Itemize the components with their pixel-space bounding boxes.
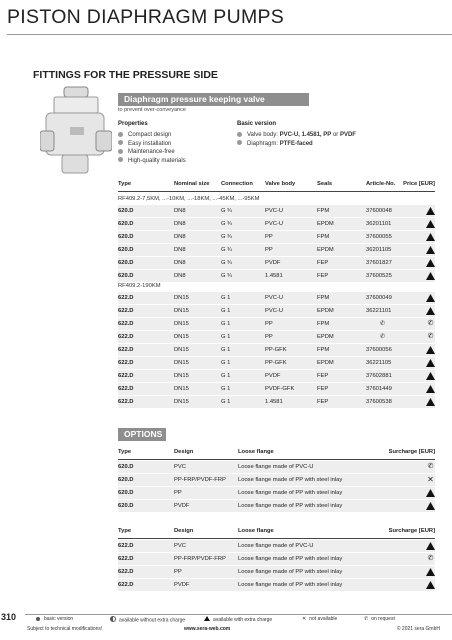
- cell-seal: FEP: [317, 260, 329, 266]
- cell-body: PVDF: [265, 260, 281, 266]
- cell-article: 37600055: [366, 234, 392, 240]
- cell-type: 620.D: [118, 234, 134, 240]
- valve-banner: Diaphragm pressure keeping valve: [118, 93, 309, 106]
- cell-seal: FEP: [317, 373, 329, 379]
- triangle-icon: [426, 294, 435, 302]
- cell-type: 620.D: [118, 477, 134, 483]
- cell-type: 620.D: [118, 208, 134, 214]
- cell-type: 622.D: [118, 347, 134, 353]
- triangle-icon: [426, 207, 435, 215]
- cell-body: PP: [265, 321, 273, 327]
- table-row: [118, 257, 435, 270]
- col-type: Type: [118, 528, 132, 534]
- cell-article: 37602881: [366, 373, 392, 379]
- cell-body: 1.4581: [265, 399, 283, 405]
- table-row: [118, 292, 435, 305]
- cell-connection: G 1: [221, 347, 231, 353]
- cell-seal: FEP: [317, 399, 329, 405]
- cell-flange: Loose flange made of PP with steel inlay: [238, 503, 343, 509]
- cell-seal: FPM: [317, 208, 330, 214]
- cell-type: 622.D: [118, 295, 134, 301]
- cell-size: DN15: [174, 386, 189, 392]
- options-row: [118, 474, 435, 487]
- cell-size: DN8: [174, 260, 186, 266]
- cell-flange: Loose flange made of PP with steel inlay: [238, 582, 343, 588]
- triangle-icon: [426, 372, 435, 380]
- cell-connection: G 1: [221, 386, 231, 392]
- col-surcharge: Surcharge [EUR]: [388, 449, 435, 455]
- options-row: [118, 553, 435, 566]
- cell-body: PVC-U: [265, 295, 284, 301]
- cell-design: PP: [174, 569, 182, 575]
- options-row: [118, 579, 435, 592]
- cell-design: PVDF: [174, 503, 190, 509]
- cell-size: DN8: [174, 273, 186, 279]
- table-row: [118, 383, 435, 396]
- group-label: RF409.2-7,5KM, ...-10KM, ...-18KM, ...-45KM, ...-95KM: [118, 193, 435, 206]
- col-size: Nominal size: [174, 181, 210, 187]
- table-row: [118, 305, 435, 318]
- request-icon: ✆: [380, 321, 385, 327]
- cell-type: 622.D: [118, 321, 134, 327]
- cell-body: PVC-U: [265, 308, 284, 314]
- cell-body: PVC-U: [265, 208, 284, 214]
- cell-article: 36221105: [366, 360, 392, 366]
- col-type: Type: [118, 449, 132, 455]
- options-header-1: [118, 449, 435, 460]
- cell-connection: G ¾: [221, 260, 232, 266]
- cell-seal: FEP: [317, 273, 329, 279]
- bullet-icon: [118, 149, 123, 154]
- cell-flange: Loose flange made of PVC-U: [238, 464, 314, 470]
- triangle-icon: [426, 568, 435, 576]
- triangle-icon: [426, 307, 435, 315]
- cell-type: 620.D: [118, 221, 134, 227]
- basic-version-icon: [36, 617, 40, 621]
- cell-size: DN15: [174, 334, 189, 340]
- table-header: [118, 181, 435, 192]
- cell-flange: Loose flange made of PP with steel inlay: [238, 569, 343, 575]
- triangle-icon: [426, 359, 435, 367]
- cell-body: PVC-U: [265, 221, 284, 227]
- cell-flange: Loose flange made of PP with steel inlay: [238, 490, 343, 496]
- disclaimer: Subject to technical modifications!: [27, 626, 103, 632]
- property-item: Maintenance-free: [118, 148, 186, 157]
- cell-size: DN15: [174, 373, 189, 379]
- cross-icon: ✕: [427, 475, 434, 484]
- triangle-icon: [426, 398, 435, 406]
- cell-connection: G 1: [221, 295, 231, 301]
- col-surcharge: Surcharge [EUR]: [388, 528, 435, 534]
- cell-article: 36201105: [366, 247, 392, 253]
- cell-seal: FPM: [317, 321, 330, 327]
- cell-type: 622.D: [118, 569, 134, 575]
- cell-seal: EPDM: [317, 221, 334, 227]
- table-row: [118, 370, 435, 383]
- cell-body: PP-GFK: [265, 360, 287, 366]
- cell-connection: G ¾: [221, 234, 232, 240]
- cell-size: DN15: [174, 399, 189, 405]
- basic-version-heading: Basic version: [237, 121, 277, 127]
- cell-design: PVDF: [174, 582, 190, 588]
- cell-type: 620.D: [118, 247, 134, 253]
- cross-icon: ✕: [302, 616, 307, 622]
- cell-type: 622.D: [118, 334, 134, 340]
- cell-size: DN8: [174, 234, 186, 240]
- table-row: [118, 218, 435, 231]
- col-article: Article-No.: [366, 181, 396, 187]
- triangle-icon: [426, 233, 435, 241]
- cell-body: PVDF-GFK: [265, 386, 295, 392]
- cell-size: DN15: [174, 308, 189, 314]
- options-header-2: [118, 528, 435, 539]
- basic-item: Valve body: PVC-U, 1.4581, PP or PVDF: [237, 131, 356, 140]
- bullet-icon: [118, 140, 123, 145]
- triangle-icon: [426, 272, 435, 280]
- table-row: [118, 396, 435, 409]
- cell-type: 622.D: [118, 373, 134, 379]
- triangle-icon: [426, 246, 435, 254]
- cell-size: DN8: [174, 247, 186, 253]
- options-row: [118, 500, 435, 513]
- table-row: [118, 331, 435, 344]
- bullet-icon: [118, 157, 123, 162]
- cell-flange: Loose flange made of PVC-U: [238, 543, 314, 549]
- cell-article: 37600048: [366, 208, 392, 214]
- cell-connection: G ¾: [221, 221, 232, 227]
- triangle-icon: [426, 385, 435, 393]
- col-flange: Loose flange: [238, 528, 274, 534]
- cell-connection: G ¾: [221, 273, 232, 279]
- cell-size: DN8: [174, 208, 186, 214]
- page-title: PISTON DIAPHRAGM PUMPS: [7, 6, 285, 28]
- property-item: Compact design: [118, 131, 186, 140]
- cell-body: PP: [265, 334, 273, 340]
- group-label: RF409.2-190KM: [118, 280, 435, 293]
- cell-connection: G ¾: [221, 247, 232, 253]
- col-seals: Seals: [317, 181, 333, 187]
- cell-size: DN15: [174, 321, 189, 327]
- cell-type: 622.D: [118, 308, 134, 314]
- table-row: [118, 244, 435, 257]
- cell-flange: Loose flange made of PP with steel inlay: [238, 477, 343, 483]
- cell-type: 620.D: [118, 503, 134, 509]
- cell-connection: G ¾: [221, 208, 232, 214]
- cell-type: 620.D: [118, 490, 134, 496]
- cell-type: 622.D: [118, 582, 134, 588]
- bullet-icon: [118, 132, 123, 137]
- cell-size: DN15: [174, 360, 189, 366]
- triangle-icon: [426, 220, 435, 228]
- cell-design: PVC: [174, 464, 186, 470]
- cell-connection: G 1: [221, 373, 231, 379]
- triangle-icon: [426, 581, 435, 589]
- bullet-icon: [237, 132, 242, 137]
- col-design: Design: [174, 528, 194, 534]
- cell-seal: FPM: [317, 347, 330, 353]
- cell-seal: EPDM: [317, 308, 334, 314]
- cell-type: 622.D: [118, 399, 134, 405]
- triangle-icon: [426, 346, 435, 354]
- cell-type: 620.D: [118, 464, 134, 470]
- cell-type: 622.D: [118, 556, 134, 562]
- valve-photo: [40, 85, 112, 180]
- request-icon: ✆: [427, 555, 434, 562]
- cell-seal: EPDM: [317, 334, 334, 340]
- options-row: [118, 461, 435, 474]
- cell-article: 36221101: [366, 308, 392, 314]
- half-circle-icon: [110, 616, 116, 622]
- col-flange: Loose flange: [238, 449, 274, 455]
- cell-flange: Loose flange made of PP with steel inlay: [238, 556, 343, 562]
- top-divider: [7, 34, 452, 35]
- page-number: 310: [1, 612, 17, 622]
- cell-article: 37601827: [366, 260, 392, 266]
- cell-design: PVC: [174, 543, 186, 549]
- article-request: [380, 318, 389, 330]
- properties-list: [118, 131, 186, 165]
- triangle-icon: [426, 489, 435, 497]
- cell-body: PP-GFK: [265, 347, 287, 353]
- triangle-icon: [426, 259, 435, 267]
- triangle-icon: [426, 502, 435, 510]
- cell-seal: FPM: [317, 295, 330, 301]
- cell-body: 1.4581: [265, 273, 283, 279]
- footer-divider: [25, 614, 452, 615]
- options-row: [118, 487, 435, 500]
- table-row: [118, 205, 435, 218]
- bullet-icon: [237, 140, 242, 145]
- request-icon: ✆: [364, 616, 369, 622]
- col-design: Design: [174, 449, 194, 455]
- col-price: Price [EUR]: [403, 181, 435, 187]
- website-link[interactable]: www.sera-web.com: [184, 626, 231, 632]
- cell-seal: FPM: [317, 234, 330, 240]
- copyright: © 2021 sera GmbH: [396, 626, 440, 632]
- basic-item: Diaphragm: PTFE-faced: [237, 140, 356, 149]
- cell-size: DN15: [174, 295, 189, 301]
- cell-article: 37600056: [366, 347, 392, 353]
- table-row: [118, 318, 435, 331]
- request-icon: ✆: [427, 463, 434, 470]
- valve-subtext: to prevent over-conveyance: [118, 107, 186, 113]
- cell-type: 620.D: [118, 273, 134, 279]
- table-row: [118, 344, 435, 357]
- cell-seal: EPDM: [317, 360, 334, 366]
- cell-design: PP-FRP/PVDF-FRP: [174, 477, 226, 483]
- triangle-icon: [426, 542, 435, 550]
- section-title: FITTINGS FOR THE PRESSURE SIDE: [33, 69, 218, 81]
- cell-type: 620.D: [118, 260, 134, 266]
- request-icon: ✆: [380, 334, 385, 340]
- request-icon: ✆: [427, 333, 434, 340]
- cell-type: 622.D: [118, 386, 134, 392]
- property-item: Easy installation: [118, 140, 186, 149]
- cell-connection: G 1: [221, 399, 231, 405]
- triangle-icon: [204, 616, 210, 621]
- options-banner: OPTIONS: [118, 428, 166, 441]
- table-row: [118, 357, 435, 370]
- cell-seal: FEP: [317, 386, 329, 392]
- cell-connection: G 1: [221, 321, 231, 327]
- cell-design: PP: [174, 490, 182, 496]
- col-connection: Connection: [221, 181, 253, 187]
- cell-article: 37600049: [366, 295, 392, 301]
- cell-article: 37600525: [366, 273, 392, 279]
- cell-size: DN8: [174, 221, 186, 227]
- cell-article: 37600538: [366, 399, 392, 405]
- cell-type: 622.D: [118, 360, 134, 366]
- cell-body: PP: [265, 247, 273, 253]
- property-item: High-quality materials: [118, 157, 186, 166]
- table-row: [118, 231, 435, 244]
- cell-body: PP: [265, 234, 273, 240]
- article-request: [380, 331, 389, 343]
- cell-connection: G 1: [221, 360, 231, 366]
- cell-seal: EPDM: [317, 247, 334, 253]
- options-row: [118, 566, 435, 579]
- col-body: Valve body: [265, 181, 296, 187]
- cell-connection: G 1: [221, 334, 231, 340]
- cell-article: 36201101: [366, 221, 392, 227]
- cell-connection: G 1: [221, 308, 231, 314]
- cell-body: PVDF: [265, 373, 281, 379]
- options-row: [118, 540, 435, 553]
- properties-heading: Properties: [118, 121, 148, 127]
- cell-design: PP-FRP/PVDF-FRP: [174, 556, 226, 562]
- cell-type: 622.D: [118, 543, 134, 549]
- basic-version-list: [237, 131, 356, 148]
- cell-article: 37601449: [366, 386, 392, 392]
- cell-size: DN15: [174, 347, 189, 353]
- request-icon: ✆: [427, 320, 434, 327]
- col-type: Type: [118, 181, 132, 187]
